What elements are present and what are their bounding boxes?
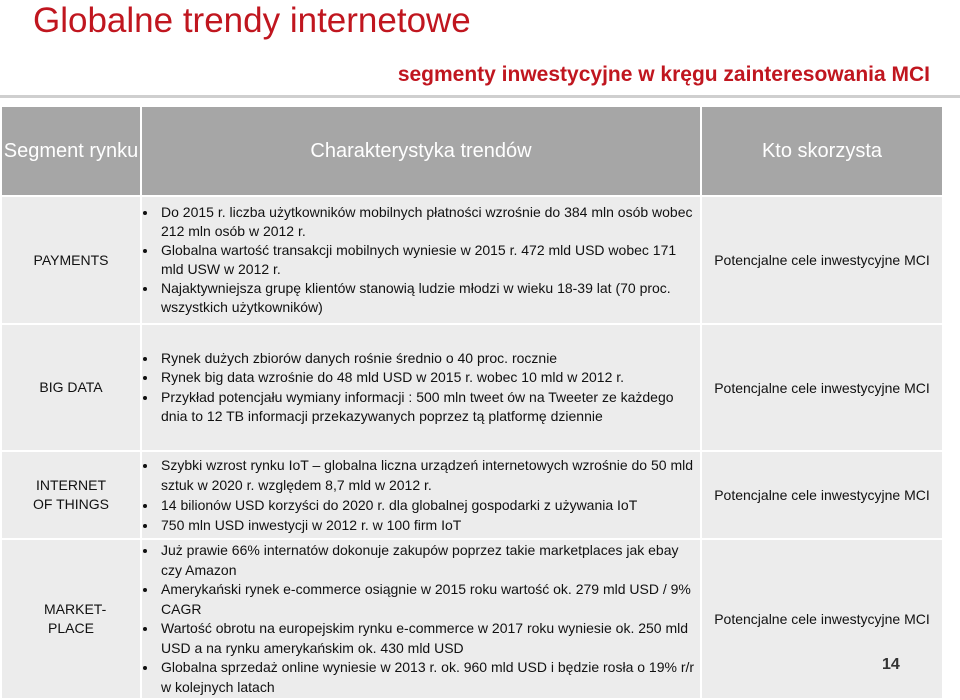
trends-cell: [141, 196, 701, 324]
trend-list: [142, 541, 700, 697]
trend-bullet: • Przykład potencjału wymiany informacji : 500 mln tweet ów na Tweeter ze każdego dnia to 12 TB informacji przekazywanych poprzez tą platformę dziennie: [158, 388, 700, 427]
table-row-iot: [1, 451, 943, 539]
trends-table: [0, 105, 944, 700]
trend-bullet: • 750 mln USD inwestycji w 2012 r. w 100 firm IoT: [158, 515, 700, 535]
header-who: Kto skorzysta: [701, 106, 943, 196]
page-title: Globalne trendy internetowe: [33, 1, 471, 40]
segment-cell: MARKET-PLACE: [1, 539, 141, 699]
table-row-payments: [1, 196, 943, 324]
segment-cell: BIG DATA: [1, 324, 141, 451]
trend-bullet: • Najaktywniejsza grupę klientów stanowią ludzie młodzi w wieku 18-39 lat (70 proc. wszystkich użytkowników): [158, 279, 700, 317]
header-trends: Charakterystyka trendów: [141, 106, 701, 196]
trends-cell: [141, 539, 701, 699]
title-divider: [0, 95, 960, 98]
table-row-marketplace: [1, 539, 943, 699]
who-cell: Potencjalne cele inwestycyjne MCI: [701, 324, 943, 451]
trend-bullet: • Już prawie 66% internatów dokonuje zakupów poprzez takie marketplaces jak ebay czy Amazon: [158, 541, 700, 580]
trend-bullet: • Amerykański rynek e-commerce osiągnie w 2015 roku wartość ok. 279 mld USD / 9% CAGR: [158, 580, 700, 619]
segment-cell: PAYMENTS: [1, 196, 141, 324]
page-subtitle: segmenty inwestycyjne w kręgu zainteresowania MCI: [397, 63, 930, 86]
trend-bullet: • Szybki wzrost rynku IoT – globalna liczna urządzeń internetowych wzrośnie do 50 mld sztuk w 2020 r. względem 8,7 mld w 2012 r.: [158, 455, 700, 495]
page-number: 14: [882, 656, 900, 673]
trend-list: [142, 203, 700, 317]
who-cell: Potencjalne cele inwestycyjne MCI: [701, 539, 943, 699]
trend-bullet: • 14 bilionów USD korzyści do 2020 r. dla globalnej gospodarki z używania IoT: [158, 495, 700, 515]
segment-cell: INTERNET OF THINGS: [1, 451, 141, 539]
trends-cell: [141, 451, 701, 539]
trend-bullet: • Rynek big data wzrośnie do 48 mld USD w 2015 r. wobec 10 mld w 2012 r.: [158, 368, 700, 388]
who-cell: Potencjalne cele inwestycyjne MCI: [701, 196, 943, 324]
trend-bullet: • Globalna wartość transakcji mobilnych wyniesie w 2015 r. 472 mld USD wobec 171 mld USW w 2012 r.: [158, 241, 700, 279]
who-cell: Potencjalne cele inwestycyjne MCI: [701, 451, 943, 539]
trends-cell: [141, 324, 701, 451]
trend-bullet: • Rynek dużych zbiorów danych rośnie średnio o 40 proc. rocznie: [158, 349, 700, 369]
trend-list: [142, 455, 700, 535]
header-segment: Segment rynku: [1, 106, 141, 196]
trend-bullet: • Do 2015 r. liczba użytkowników mobilnych płatności wzrośnie do 384 mln osób wobec 212 mln osób w 2012 r.: [158, 203, 700, 241]
trend-list: [142, 349, 700, 427]
trend-bullet: • Wartość obrotu na europejskim rynku e-commerce w 2017 roku wyniesie ok. 250 mld USD a na rynku amerykańskim ok. 430 mld USD: [158, 619, 700, 658]
trend-bullet: • Globalna sprzedaż online wyniesie w 2013 r. ok. 960 mld USD i będzie rosła o 19% r/r w kolejnych latach: [158, 658, 700, 697]
table-row-big-data: [1, 324, 943, 451]
table-header-row: [1, 106, 943, 196]
